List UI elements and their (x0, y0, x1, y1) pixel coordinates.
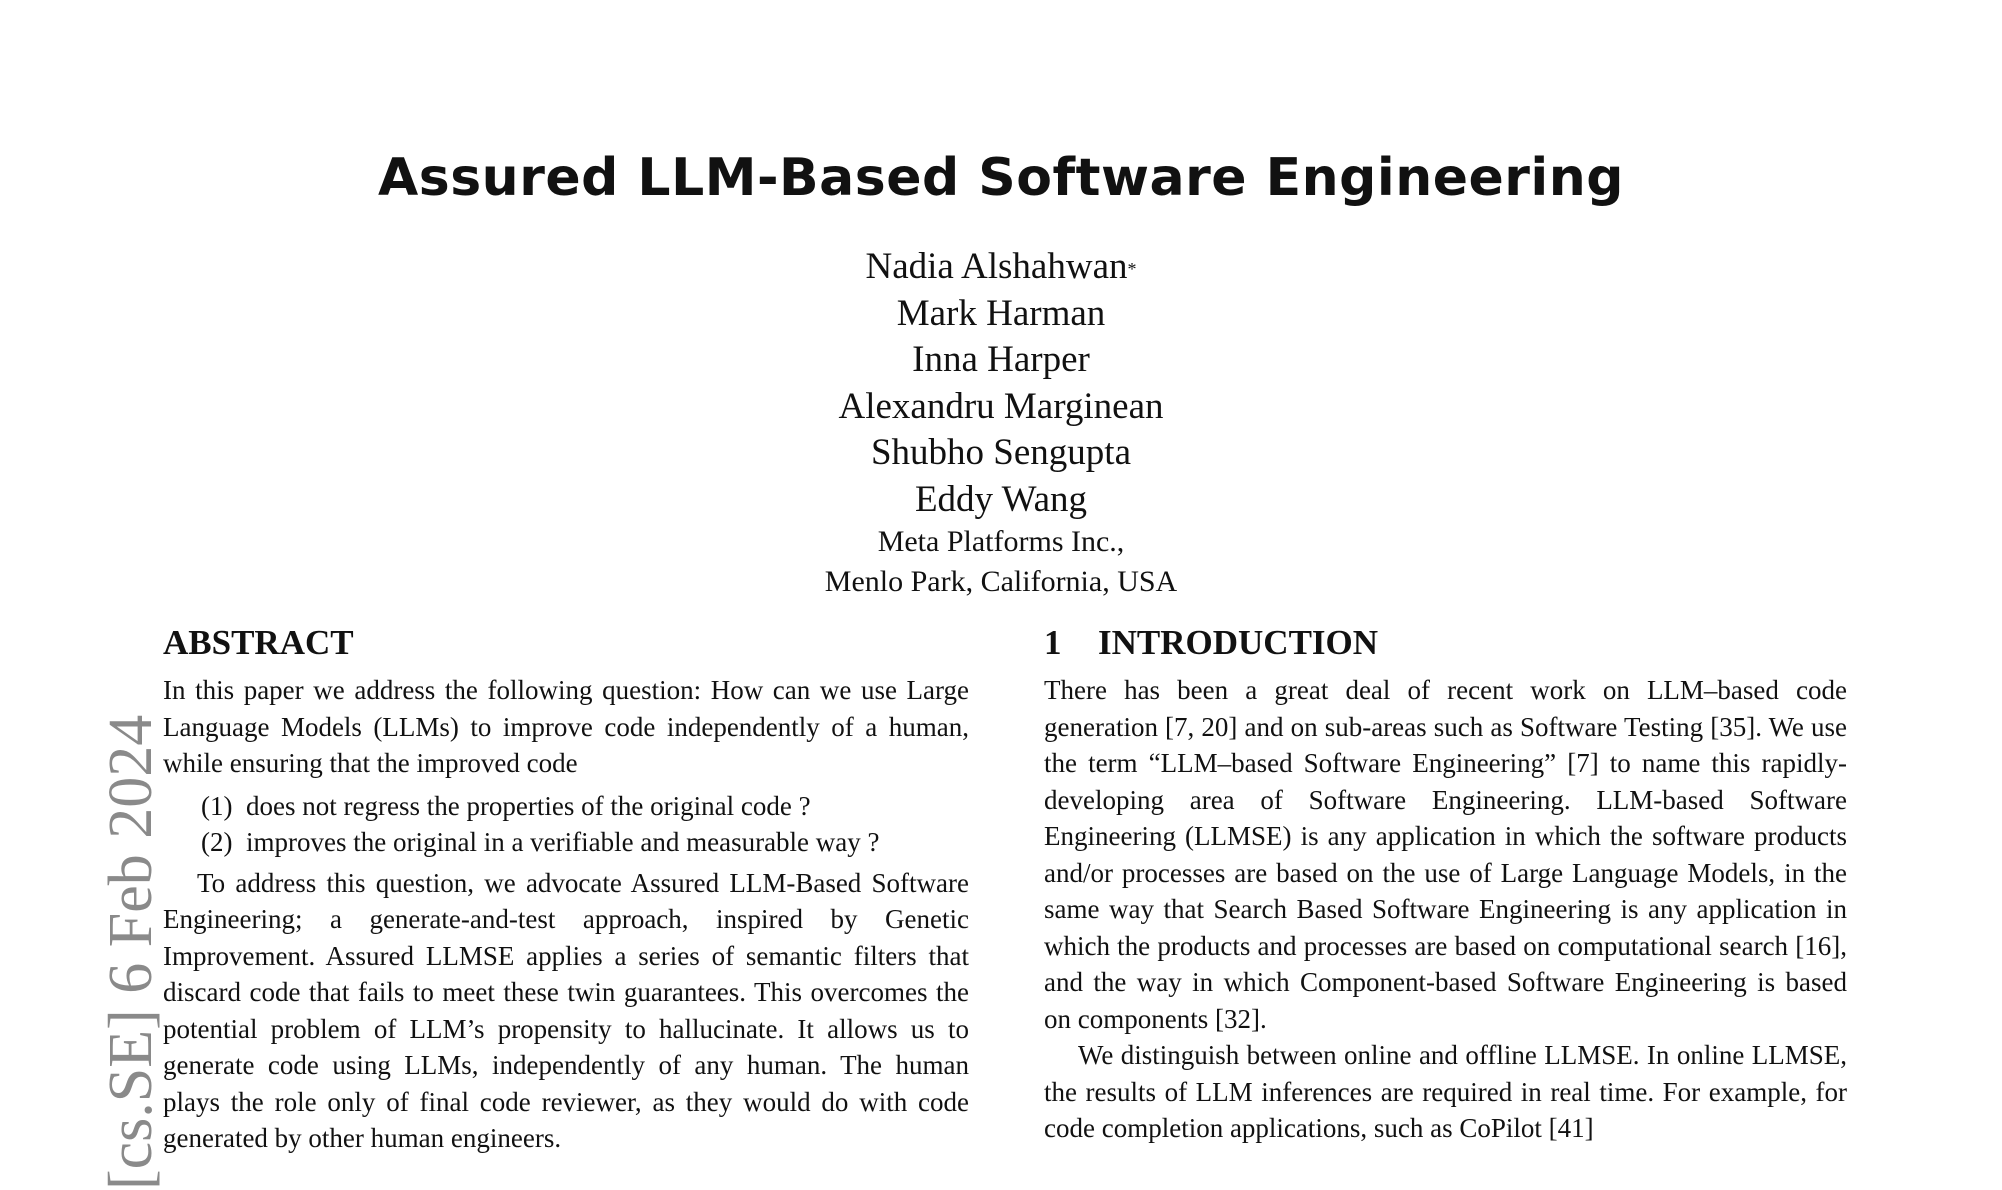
list-item-text: improves the original in a verifiable and measurable way ? (246, 827, 880, 857)
author (0, 430, 2002, 477)
corresponding-author-mark: * (1127, 259, 1137, 279)
author (0, 291, 2002, 338)
requirements-list (163, 788, 969, 861)
author (0, 477, 2002, 524)
author-name: Inna Harper (912, 339, 1090, 380)
list-marker: (2) (201, 827, 233, 857)
abstract-paragraph: To address this question, we advocate Assured LLM-Based Software Engineering; a generate-and-test approach, inspired by Genetic Improvement. Assured LLMSE applies a series of semantic filters that discard code that fails to meet these twin guarantees. This overcomes the potential problem of LLM’s propensity to hallucinate. It allows us to generate code using LLMs, independently of any human. The human plays the role only of final code reviewer, as they would do with code generated by other human engineers. (163, 867, 969, 1153)
introduction-paragraph: There has been a great deal of recent work on LLM–based code generation [7, 20] and on sub-areas such as Software Testing [35]. We use the term “LLM–based Software Engineering” [7] to name this rapidly-developing area of Software Engineering. LLM-based Software Engineering (LLMSE) is any application in which the software products and/or processes are based on the use of Large Language Models, in the same way that Search Based Software Engineering is any application in which the products and processes are based on computational search [16], and the way in which Component-based Software Engineering is based on components [32]. (1044, 675, 1847, 1034)
author-name: Eddy Wang (914, 478, 1088, 520)
affiliation-location: Menlo Park, California, USA (824, 565, 1178, 598)
author (0, 384, 2002, 431)
list-item (201, 788, 969, 825)
introduction-section (1044, 622, 1847, 1147)
author (0, 244, 2002, 291)
section-title: INTRODUCTION (1098, 623, 1379, 662)
author-name: Nadia Alshahwan (865, 246, 1128, 287)
abstract-paragraph: In this paper we address the following question: How can we use Large Language Models (LLMs) to improve code independently of a human, while ensuring that the improved code (163, 675, 969, 778)
abstract-section (163, 622, 969, 1157)
introduction-paragraph: We distinguish between online and offline LLMSE. In online LLMSE, the results of LLM inferences are required in real time. For example, for code completion applications, such as CoPilot [41] (1044, 1040, 1847, 1143)
affiliation-org: Meta Platforms Inc., (877, 525, 1125, 558)
list-marker: (1) (201, 790, 233, 821)
author (0, 337, 2002, 384)
section-number: 1 (1044, 623, 1062, 662)
author-list (0, 244, 2002, 523)
author-name: Shubho Sengupta (870, 432, 1132, 473)
list-item (201, 824, 969, 861)
abstract-heading: ABSTRACT (163, 623, 354, 662)
list-item-text: does not regress the properties of the original code ? (246, 790, 811, 821)
author-name: Mark Harman (896, 292, 1106, 334)
paper-title: Assured LLM-Based Software Engineering (378, 148, 1624, 208)
arxiv-margin-stamp: [cs.SE] 6 Feb 2024 (97, 714, 165, 1190)
introduction-heading (1044, 622, 1847, 664)
author-name: Alexandru Marginean (838, 385, 1164, 427)
affiliation (0, 522, 2002, 602)
